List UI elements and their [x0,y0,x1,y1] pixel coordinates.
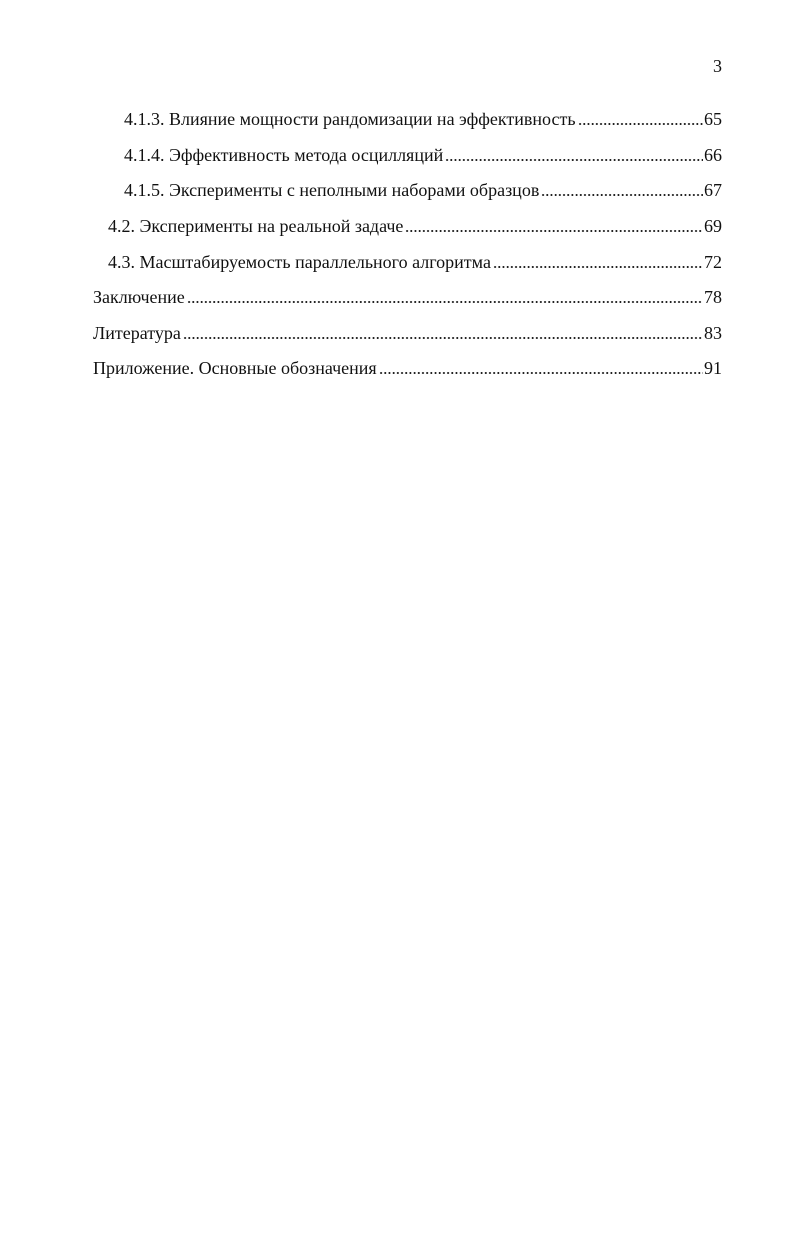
toc-entry-title: Приложение. Основные обозначения [93,358,377,378]
toc-entry[interactable] [108,215,722,237]
toc-entry[interactable] [124,179,722,201]
toc-entry[interactable] [124,144,722,166]
toc-dot-leader [493,266,703,268]
toc-entry-page: 67 [704,180,722,200]
toc-dot-leader [405,230,703,232]
toc-entry-page: 78 [704,287,722,307]
toc-entry-title: Литература [93,323,181,343]
toc-entry-page: 65 [704,109,722,129]
toc-dot-leader [541,194,703,196]
toc-entry-title: 4.1.3. Влияние мощности рандомизации на эффективность [124,109,576,129]
toc-entry-title: 4.2. Эксперименты на реальной задаче [108,216,404,236]
toc-entry[interactable] [93,286,722,308]
toc-dot-leader [445,159,703,161]
toc-entry[interactable] [124,108,722,130]
toc-entry[interactable] [93,322,722,344]
toc-entry-page: 66 [704,145,722,165]
toc-entry[interactable] [108,251,722,273]
toc-entry-page: 72 [704,252,722,272]
page-number: 3 [713,56,722,76]
toc-entry[interactable] [93,357,722,379]
toc-entry-title: Заключение [93,287,185,307]
toc-dot-leader [183,337,703,339]
toc-entry-page: 69 [704,216,722,236]
toc-entry-page: 83 [704,323,722,343]
toc-entry-page: 91 [704,358,722,378]
toc-entry-title: 4.1.5. Эксперименты с неполными наборами образцов [124,180,540,200]
toc-entry-title: 4.3. Масштабируемость параллельного алгоритма [108,252,491,272]
toc-dot-leader [187,301,703,303]
toc-entry-title: 4.1.4. Эффективность метода осцилляций [124,145,444,165]
toc-dot-leader [379,372,703,374]
toc-dot-leader [578,123,703,125]
